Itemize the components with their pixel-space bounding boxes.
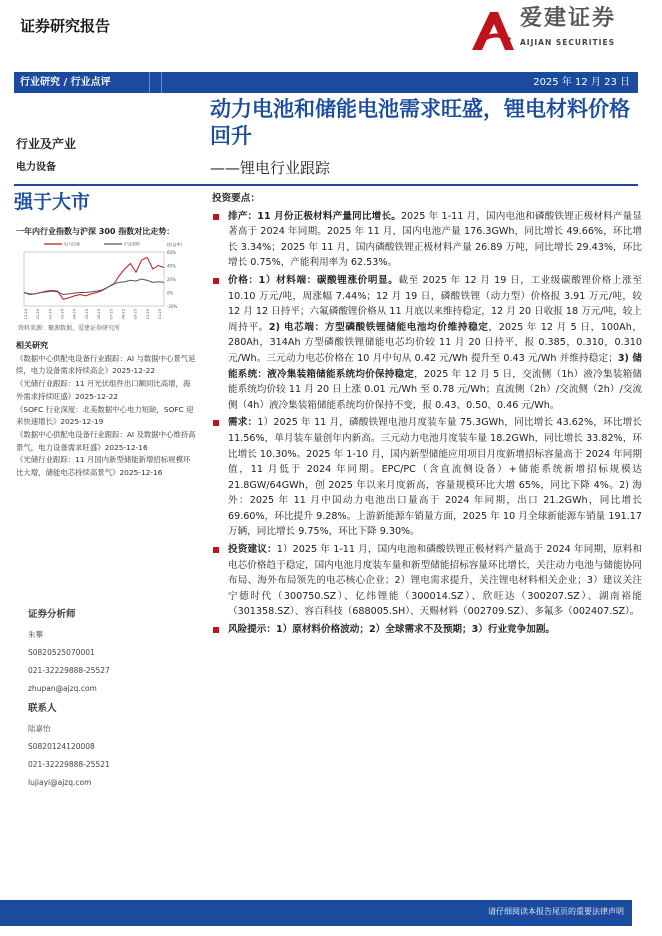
x-tick-label: 12-24: [24, 309, 28, 320]
analyst-info: [28, 604, 110, 792]
doc-type-label: 证券研究报告: [20, 17, 111, 35]
bullet-text: 2025 年 1-11 月，国内电池和磷酸铁锂正极材料产量显著高于 2024 年同期。2025 年 11 月，国内电池产量 176.3GWh，同比增长 49.66%，环比增长 3.34%；2025 年 11 月，国内磷酸铁锂正极材料产量 26.89 万吨，同比增长 29.43%，环比增长 0.75%，产能利用率为 62.53%。: [228, 210, 642, 269]
bullet-bold-text: 投资建议：: [228, 544, 277, 556]
analyst-heading: 证券分析师: [28, 609, 76, 620]
highlight-bullet: [212, 542, 642, 620]
x-tick-label: 10-25: [145, 309, 150, 320]
related-heading: 相关研究: [16, 341, 48, 350]
highlight-bullet: [212, 209, 642, 271]
series-line-0: [24, 257, 164, 299]
analyst-cert: S0820525070001: [28, 648, 95, 657]
footer-bar: [0, 900, 632, 926]
analyst-name: 朱攀: [28, 630, 43, 639]
bullet-text: 截至 2025 年 12 月 19 日，工业级碳酸锂价格上涨至 10.10 万元/吨，周涨幅 7.44%；12 月 19 日，磷酸铁锂（动力型）价格报 3.91 万元/吨，较 12 月 12 日持平；六氟磷酸锂价格从 11 月底以来维持稳定，12 月 20 日收报 18 万元/吨，较上周持平。: [228, 274, 642, 333]
chart-source: 资料来源：聚源数据，爱建证券研究所: [18, 325, 121, 332]
bullet-bold-text: 排产：11 月份正极材料产量同比增长。: [228, 210, 401, 222]
logo-text-en: AIJIAN SECURITIES: [520, 38, 615, 47]
chart-title: 一年内行业指数与沪深 300 指数对比走势：: [16, 227, 175, 236]
related-item[interactable]: 《数据中心供配电设备行业跟踪：AI 及数据中心维持高景气，电力设备需求旺盛》2025-12-16: [16, 429, 196, 452]
x-tick-label: 01-25: [36, 309, 41, 320]
highlight-bullet: [212, 622, 642, 638]
bullet-square-icon: [213, 278, 219, 284]
highlight-bullet: [212, 415, 642, 540]
related-item[interactable]: 《光储行业跟踪：11 月光伏组件出口额同比高增，海外需求持续旺盛》2025-12-22: [16, 379, 191, 401]
related-item[interactable]: 《数据中心供配电设备行业跟踪：AI 与数据中心景气延续，电力设备需求持续高企》2025-12-22: [16, 353, 196, 376]
bullet-bold-text: 3) 储能系统：液冷集装箱储能系统均价保持稳定: [228, 352, 642, 380]
report-category: 行业研究 / 行业点评: [20, 77, 111, 88]
related-item[interactable]: 《光储行业跟踪：11 月国内新型储能新增招标规模环比大增，储能电芯持续高景气》2025-12-16: [16, 455, 191, 478]
category-bar: [14, 72, 638, 93]
highlights-heading: 投资要点：: [212, 193, 260, 204]
logo-text-cn: 爱建证券: [520, 6, 617, 31]
bullet-bold-text: 需求：: [228, 417, 258, 429]
contact-heading: 联系人: [28, 703, 57, 714]
bullet-bold-text: 2) 电芯端：方型磷酸铁锂储能电池均价维持稳定: [268, 321, 489, 333]
contact-name: 陆嘉怡: [28, 724, 51, 733]
bullet-text: ，2025 年 12 月 5 日，100Ah，280Ah，314Ah 方型磷酸铁锂储能电芯均价较 11 月 20 日持平，报 0.385，0.310，0.310 元/Wh。三元动力电芯价格在 10 月中旬从 0.42 元/Wh 提升至 0.43 元/Wh 并维持稳定；: [228, 321, 643, 364]
y-tick-label: 40%: [167, 263, 176, 269]
bar-separator: [161, 72, 162, 93]
bullet-square-icon: [213, 627, 219, 633]
y-tick-label: 20%: [167, 277, 176, 282]
unit-label: (收益率): [167, 242, 183, 247]
report-subtitle: ——锂电行业跟踪: [210, 159, 331, 177]
bullet-text: 1）2025 年 11 月，磷酸铁锂电池月度装车量 75.3GWh，同比增长 43.62%，环比增长 11.56%，单月装车量创年内新高。三元动力电池月度装车量 18.2GWh，同比增长 33.82%，环比增长 10.30%。2025 年 1-10 月，国内新型储能应用项目月度新增招标容量高于 2024 年同期值，11 月低于 2024 年同期。EPC/PC（含直流侧设备）+储能系统新增招标规模达 21.8GW/64GWh，创 2025 年以来月度新高，容量规模环比大增 65%，同比下降 4%。2) 海外：2025 年 11 月中国动力电池出口量高于 2024 年同期，出口 21.2GWh，同比增长 69.60%，环比提升 9.28%。上游新能源车销量方面，2025 年 10 月全球新能源车销量 191.17 万辆，同比增长 9.75%，环比下降 9.30%。: [228, 417, 643, 538]
report-title: 动力电池和储能电池需求旺盛，锂电材料价格回升: [210, 97, 630, 148]
x-tick-label: 05-25: [84, 309, 89, 320]
bullet-text: ，2025 年 12 月 5 日，交流侧（1h）液冷集装箱储能系统均价较 11 月 20 日上涨 0.01 元/Wh 至 0.78 元/Wh；直流侧（2h）/交流侧（2h）/交流侧（4h）液冷集装箱储能系统均价保持不变，报 0.43、0.50、0.46 元/Wh。: [228, 368, 642, 411]
highlight-bullet: [212, 273, 642, 413]
y-tick-label: -20%: [167, 304, 178, 309]
x-tick-label: 04-25: [72, 309, 77, 320]
related-item[interactable]: 《SOFC 行业深度：北美数据中心电力短缺，SOFC 迎来快速增长》2025-12-19: [16, 404, 194, 427]
y-tick-label: 60%: [167, 250, 176, 255]
analyst-email[interactable]: zhupan@ajzq.com: [28, 684, 97, 693]
legend-label: 沪深300: [124, 241, 140, 247]
report-date: 2025 年 12 月 23 日: [533, 77, 630, 88]
contact-phone: 021-32229888-25521: [28, 760, 110, 769]
x-tick-label: 06-25: [97, 309, 102, 320]
rating: 强于大市: [14, 191, 91, 213]
x-tick-label: 03-25: [60, 309, 65, 320]
y-tick-label: 0%: [167, 290, 174, 296]
related-research: [16, 340, 196, 480]
industry-name: 电力设备: [16, 162, 56, 173]
x-tick-label: 09-25: [133, 309, 138, 320]
legal-notice[interactable]: 请仔细阅读本报告尾页的重要法律声明: [488, 907, 624, 916]
x-tick-label: 07-25: [109, 309, 114, 320]
x-tick-label: 08-25: [121, 309, 126, 320]
legend-label: 电力设备: [64, 241, 80, 247]
analyst-phone: 021-32229888-25527: [28, 666, 110, 675]
bullet-text: 1）2025 年 1-11 月，国内电池和磷酸铁锂正极材料产量高于 2024 年同期，原料和电芯价格趋于稳定，国内电池月度装车量和新型储能招标容量环比增长，关注动力电池与储能协同布局、海外布局领先的电芯核心企业；2）锂电需求提升，关注锂电材料相关企业；3）建议关注宁德时代（300750.SZ）、亿纬锂能（300014.SZ）、欣旺达（300207.SZ）、湖南裕能（301358.SZ）、容百科技（688005.SH）、天赐材料（002709.SZ）、多氟多（002407.SZ）。: [228, 544, 642, 618]
bullet-bold-text: 价格：1）材料端：碳酸锂涨价明显。: [228, 274, 399, 286]
highlight-list: [212, 209, 642, 638]
x-tick-label: 11-25: [158, 309, 162, 320]
industry-label: 行业及产业: [16, 137, 77, 151]
contact-email[interactable]: lujiayi@ajzq.com: [28, 778, 92, 787]
investment-highlights: [212, 191, 642, 638]
index-comparison-chart: [14, 238, 194, 322]
aijian-logo-icon: [470, 10, 518, 52]
bullet-square-icon: [213, 214, 219, 220]
contact-cert: S0820124120008: [28, 742, 95, 751]
x-tick-label: 02-25: [48, 309, 53, 320]
bullet-bold-text: 风险提示：1）原材料价格波动；2）全球需求不及预期；3）行业竞争加剧。: [228, 624, 556, 636]
bar-separator: [149, 72, 150, 93]
bullet-square-icon: [213, 420, 219, 426]
bullet-square-icon: [213, 547, 219, 553]
divider: [14, 184, 638, 186]
series-line-1: [24, 279, 164, 295]
